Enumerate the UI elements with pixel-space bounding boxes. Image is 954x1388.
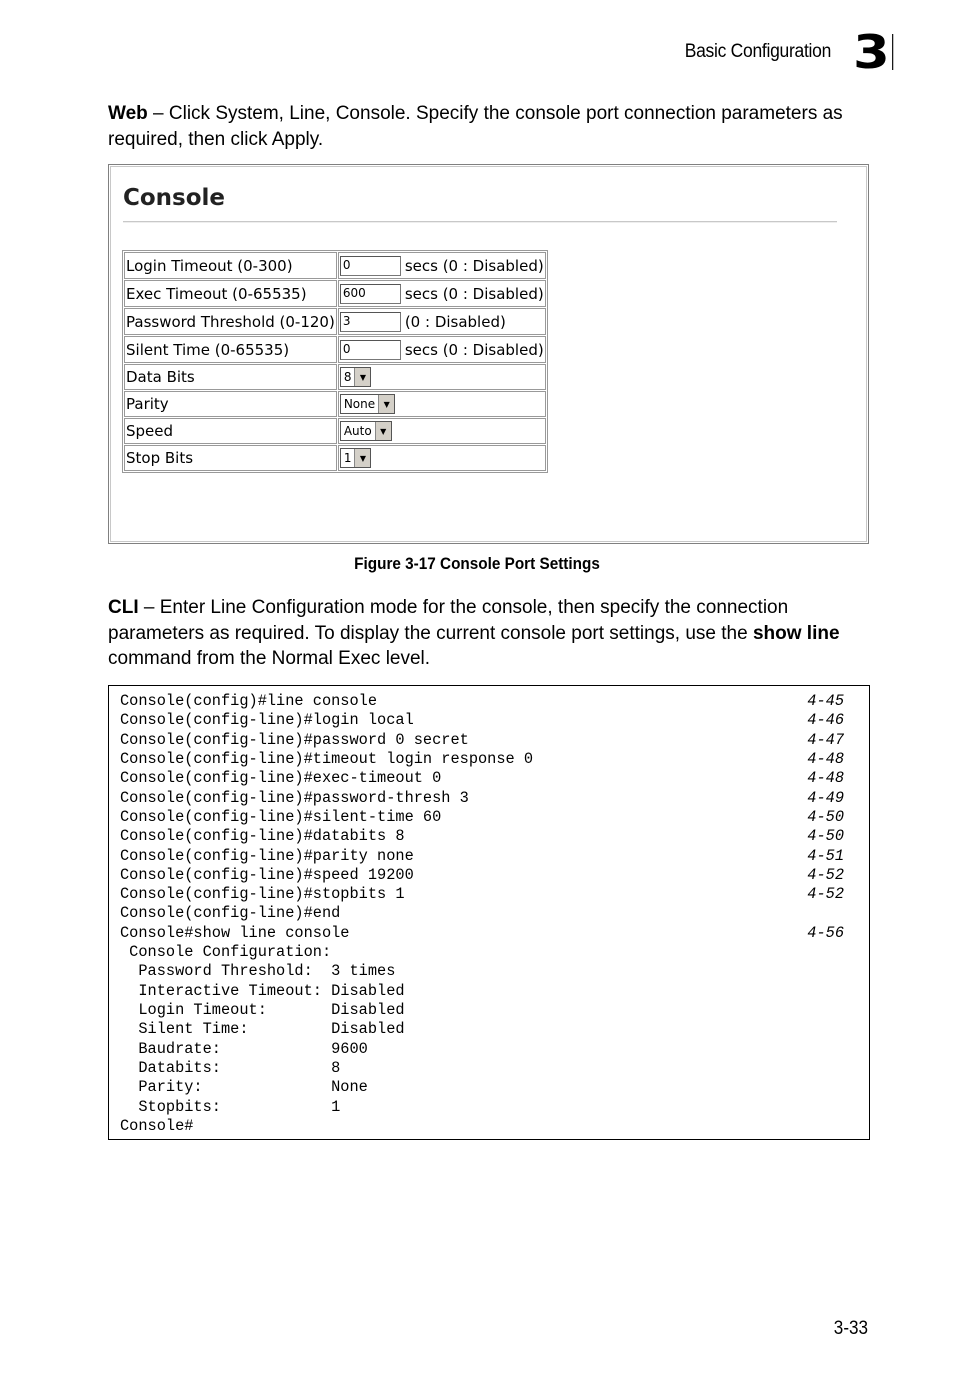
field-value-cell: [338, 336, 546, 363]
field-label: Data Bits: [124, 364, 337, 390]
header-title: Basic Configuration: [684, 41, 831, 62]
code-line: [120, 885, 858, 904]
figure-caption: Figure 3-17 Console Port Settings: [354, 554, 600, 573]
code-command: Console(config-line)#exec-timeout 0: [120, 769, 442, 788]
code-page-ref: 4-50: [807, 807, 844, 826]
code-page-ref: [844, 904, 858, 923]
code-command: Console(config-line)#timeout login response 0: [120, 749, 534, 768]
field-label: Password Threshold (0-120): [124, 308, 337, 335]
field-label: Login Timeout (0-300): [124, 252, 337, 279]
code-command: Console(config-line)#silent-time 60: [120, 807, 442, 826]
code-page-ref: [844, 1078, 858, 1097]
code-page-ref: 4-46: [807, 711, 844, 730]
code-command: Console(config-line)#end: [120, 904, 341, 923]
field-unit: secs (0 : Disabled): [404, 284, 544, 303]
field-unit: secs (0 : Disabled): [404, 340, 544, 359]
field-value-cell: [338, 364, 546, 390]
chevron-down-icon[interactable]: ▼: [354, 449, 370, 467]
cli-instructions: [108, 595, 868, 672]
timeout-input[interactable]: 3: [340, 312, 401, 332]
show-line-command: show line: [752, 622, 840, 644]
timeout-input[interactable]: 600: [340, 284, 401, 304]
field-label: Silent Time (0-65535): [124, 336, 337, 363]
code-line: [120, 731, 858, 750]
field-label: Stop Bits: [124, 445, 337, 471]
code-line: [120, 769, 858, 788]
title-divider: [123, 221, 837, 223]
field-value-cell: [338, 418, 546, 444]
select-value: Auto: [343, 424, 372, 438]
code-line: [120, 1078, 858, 1097]
select-value: 1: [343, 451, 352, 465]
code-page-ref: 4-56: [807, 923, 844, 942]
code-line: [120, 1059, 858, 1078]
code-command: Baudrate: 9600: [120, 1039, 368, 1058]
field-label: Speed: [124, 418, 337, 444]
code-page-ref: [844, 1020, 858, 1039]
code-page-ref: [844, 1098, 858, 1117]
page-number: 3-33: [833, 1318, 868, 1339]
code-command: Stopbits: 1: [120, 1097, 341, 1116]
code-command: Databits: 8: [120, 1058, 341, 1077]
chapter-number: 3: [853, 34, 893, 70]
code-line: [120, 1098, 858, 1117]
code-command: Password Threshold: 3 times: [120, 962, 396, 981]
web-text: – Click System, Line, Console. Specify the console port connection parameters as required, then click Apply.: [108, 103, 843, 150]
code-page-ref: 4-51: [807, 846, 844, 865]
code-page-ref: [844, 1040, 858, 1059]
page-header: [672, 25, 888, 79]
code-command: Parity: None: [120, 1078, 368, 1097]
code-page-ref: [844, 1001, 858, 1020]
code-command: Console(config-line)#login local: [120, 711, 414, 730]
code-command: Console(config-line)#parity none: [120, 846, 414, 865]
code-command: Console(config-line)#stopbits 1: [120, 885, 405, 904]
code-page-ref: 4-52: [807, 885, 844, 904]
field-value-cell: [338, 252, 546, 279]
code-page-ref: 4-48: [807, 749, 844, 768]
code-line: [120, 827, 858, 846]
code-page-ref: 4-45: [807, 692, 844, 710]
code-page-ref: 4-48: [807, 769, 844, 788]
dropdown-select[interactable]: [340, 394, 395, 414]
form-row: [124, 364, 546, 390]
code-page-ref: [844, 962, 858, 981]
field-label: Parity: [124, 391, 337, 417]
code-line: [120, 808, 858, 827]
field-value-cell: [338, 308, 546, 335]
screen-title: Console: [123, 185, 226, 211]
code-command: Console Configuration:: [120, 943, 332, 962]
code-line: [120, 982, 858, 1001]
dropdown-select[interactable]: [340, 448, 372, 468]
code-line: [120, 750, 858, 769]
dropdown-select[interactable]: [340, 421, 392, 441]
code-page-ref: 4-50: [807, 827, 844, 846]
code-line: [120, 962, 858, 981]
form-row: [124, 391, 546, 417]
code-line: [120, 1020, 858, 1039]
code-command: Silent Time: Disabled: [120, 1020, 405, 1039]
code-line: [120, 692, 858, 711]
web-instructions: [108, 101, 868, 152]
code-page-ref: [844, 982, 858, 1001]
cli-text-2: command from the Normal Exec level.: [108, 648, 431, 669]
code-line: [120, 904, 858, 923]
code-line: [120, 943, 858, 962]
code-page-ref: 4-49: [807, 788, 844, 807]
code-line: [120, 789, 858, 808]
field-unit: (0 : Disabled): [404, 312, 506, 331]
form-row: [124, 336, 546, 363]
chevron-down-icon[interactable]: ▼: [375, 422, 391, 440]
code-command: Console(config-line)#speed 19200: [120, 865, 414, 884]
console-settings-table: [122, 250, 548, 473]
cli-code-block: [108, 685, 870, 1140]
code-command: Interactive Timeout: Disabled: [120, 981, 405, 1000]
chevron-down-icon[interactable]: ▼: [378, 395, 394, 413]
dropdown-select[interactable]: [340, 367, 372, 387]
field-value-cell: [338, 445, 546, 471]
field-unit: secs (0 : Disabled): [404, 256, 544, 275]
code-line: [120, 711, 858, 730]
form-row: [124, 418, 546, 444]
code-command: Console(config-line)#databits 8: [120, 827, 405, 846]
code-page-ref: 4-52: [807, 865, 844, 884]
code-line: [120, 847, 858, 866]
field-label: Exec Timeout (0-65535): [124, 280, 337, 307]
code-command: Console(config)#line console: [120, 692, 378, 710]
code-line: [120, 1001, 858, 1020]
timeout-input[interactable]: 0: [340, 256, 401, 276]
web-lead: Web: [108, 103, 148, 124]
code-command: Login Timeout: Disabled: [120, 1001, 405, 1019]
chevron-down-icon[interactable]: ▼: [354, 368, 370, 386]
cli-lead: CLI: [108, 597, 139, 618]
console-screenshot: [108, 164, 869, 544]
form-row: [124, 308, 546, 335]
form-row: [124, 445, 546, 471]
code-page-ref: [844, 1059, 858, 1078]
code-command: Console(config-line)#password-thresh 3: [120, 788, 469, 807]
field-value-cell: [338, 280, 546, 307]
code-page-ref: [844, 943, 858, 962]
code-page-ref: [844, 1117, 858, 1136]
select-value: None: [343, 397, 376, 411]
code-line: [120, 924, 858, 943]
code-page-ref: 4-47: [807, 730, 844, 749]
code-line: [120, 1040, 858, 1059]
code-command: Console(config-line)#password 0 secret: [120, 730, 469, 749]
cli-text-1: – Enter Line Configuration mode for the console, then specify the connection parameters as required. To display the current console port settings, use the: [108, 597, 789, 644]
select-value: 8: [343, 370, 352, 384]
code-command: Console#: [120, 1116, 194, 1135]
form-row: [124, 280, 546, 307]
code-line: [120, 866, 858, 885]
code-line: [120, 1117, 858, 1136]
form-row: [124, 252, 546, 279]
field-value-cell: [338, 391, 546, 417]
code-command: Console#show line console: [120, 923, 350, 942]
timeout-input[interactable]: 0: [340, 340, 401, 360]
